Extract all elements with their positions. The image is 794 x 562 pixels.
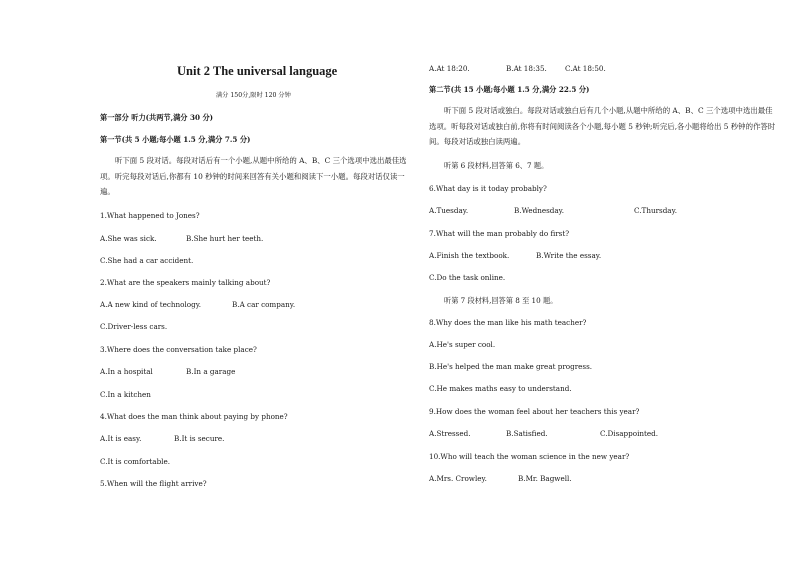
q5-option-c: C.At 18:50. (565, 64, 606, 73)
q5-stem: 5.When will the flight arrive? (100, 479, 207, 488)
q9-option-b: B.Satisfied. (506, 429, 548, 438)
q1-option-a: A.She was sick. (100, 234, 157, 243)
material7-note: 听第 7 段材料,回答第 8 至 10 题。 (444, 296, 558, 305)
q2-stem: 2.What are the speakers mainly talking about? (100, 278, 271, 287)
q2-option-c: C.Driver-less cars. (100, 322, 168, 331)
q3-option-a: A.In a hospital (100, 367, 153, 376)
q9-stem: 9.How does the woman feel about her teachers this year? (429, 407, 640, 416)
q8-option-b: B.He's helped the man make great progress. (429, 362, 593, 371)
q1-option-c: C.She had a car accident. (100, 256, 194, 265)
q8-option-a: A.He's super cool. (429, 340, 496, 349)
q6-option-a: A.Tuesday. (429, 206, 469, 215)
q1-option-b: B.She hurt her teeth. (186, 234, 264, 243)
page-subtitle: 满分 150分,限时 120 分钟 (216, 92, 291, 99)
q4-option-a: A.It is easy. (100, 434, 142, 443)
q8-stem: 8.Why does the man like his math teacher? (429, 318, 587, 327)
q4-stem: 4.What does the man think about paying by phone? (100, 412, 288, 421)
q4-option-c: C.It is comfortable. (100, 457, 171, 466)
q8-option-c: C.He makes maths easy to understand. (429, 384, 572, 393)
q1-stem: 1.What happened to Jones? (100, 211, 200, 220)
q2-option-b: B.A car company. (232, 300, 296, 309)
section2-instructions: 听下面 5 段对话或独白。每段对话或独白后有几个小题,从题中所给的 A、B、C 三个选项中选出最佳选项。听每段对话或独白前,你将有时间阅读各个小题,每小题 5 秒钟;听完后,各小题将给出 5 秒钟的作答时间。每段对话或独白读两遍。 (429, 106, 776, 146)
q5-option-a: A.At 18:20. (429, 64, 470, 73)
part1-heading: 第一部分 听力(共两节,满分 30 分) (100, 113, 214, 122)
q3-stem: 3.Where does the conversation take place? (100, 345, 257, 354)
q7-stem: 7.What will the man probably do first? (429, 229, 570, 238)
section1-instructions: 听下面 5 段对话。每段对话后有一个小题,从题中所给的 A、B、C 三个选项中选出最佳选项。听完每段对话后,你都有 10 秒钟的时间来回答有关小题和阅读下一小题。每段对话仅读一遍。 (100, 156, 407, 196)
section2-heading: 第二节(共 15 小题;每小题 1.5 分,满分 22.5 分) (429, 85, 590, 94)
page-title: Unit 2 The universal language (177, 64, 338, 78)
q9-option-c: C.Disappointed. (600, 429, 659, 438)
section1-heading: 第一节(共 5 小题;每小题 1.5 分,满分 7.5 分) (100, 135, 251, 144)
q3-option-b: B.In a garage (186, 367, 236, 376)
q5-option-b: B.At 18:35. (506, 64, 547, 73)
material6-note: 听第 6 段材料,回答第 6、7 题。 (444, 161, 549, 170)
q10-option-b: B.Mr. Bagwell. (518, 474, 572, 483)
q10-stem: 10.Who will teach the woman science in the new year? (429, 452, 630, 461)
q7-option-a: A.Finish the textbook. (429, 251, 510, 260)
q7-option-c: C.Do the task online. (429, 273, 506, 282)
q10-option-a: A.Mrs. Crowley. (429, 474, 487, 483)
q3-option-c: C.In a kitchen (100, 390, 151, 399)
q7-option-b: B.Write the essay. (536, 251, 602, 260)
q9-option-a: A.Stressed. (429, 429, 471, 438)
q2-option-a: A.A new kind of technology. (100, 300, 202, 309)
q6-option-b: B.Wednesday. (514, 206, 565, 215)
q6-option-c: C.Thursday. (634, 206, 677, 215)
q4-option-b: B.It is secure. (174, 434, 225, 443)
q6-stem: 6.What day is it today probably? (429, 184, 547, 193)
